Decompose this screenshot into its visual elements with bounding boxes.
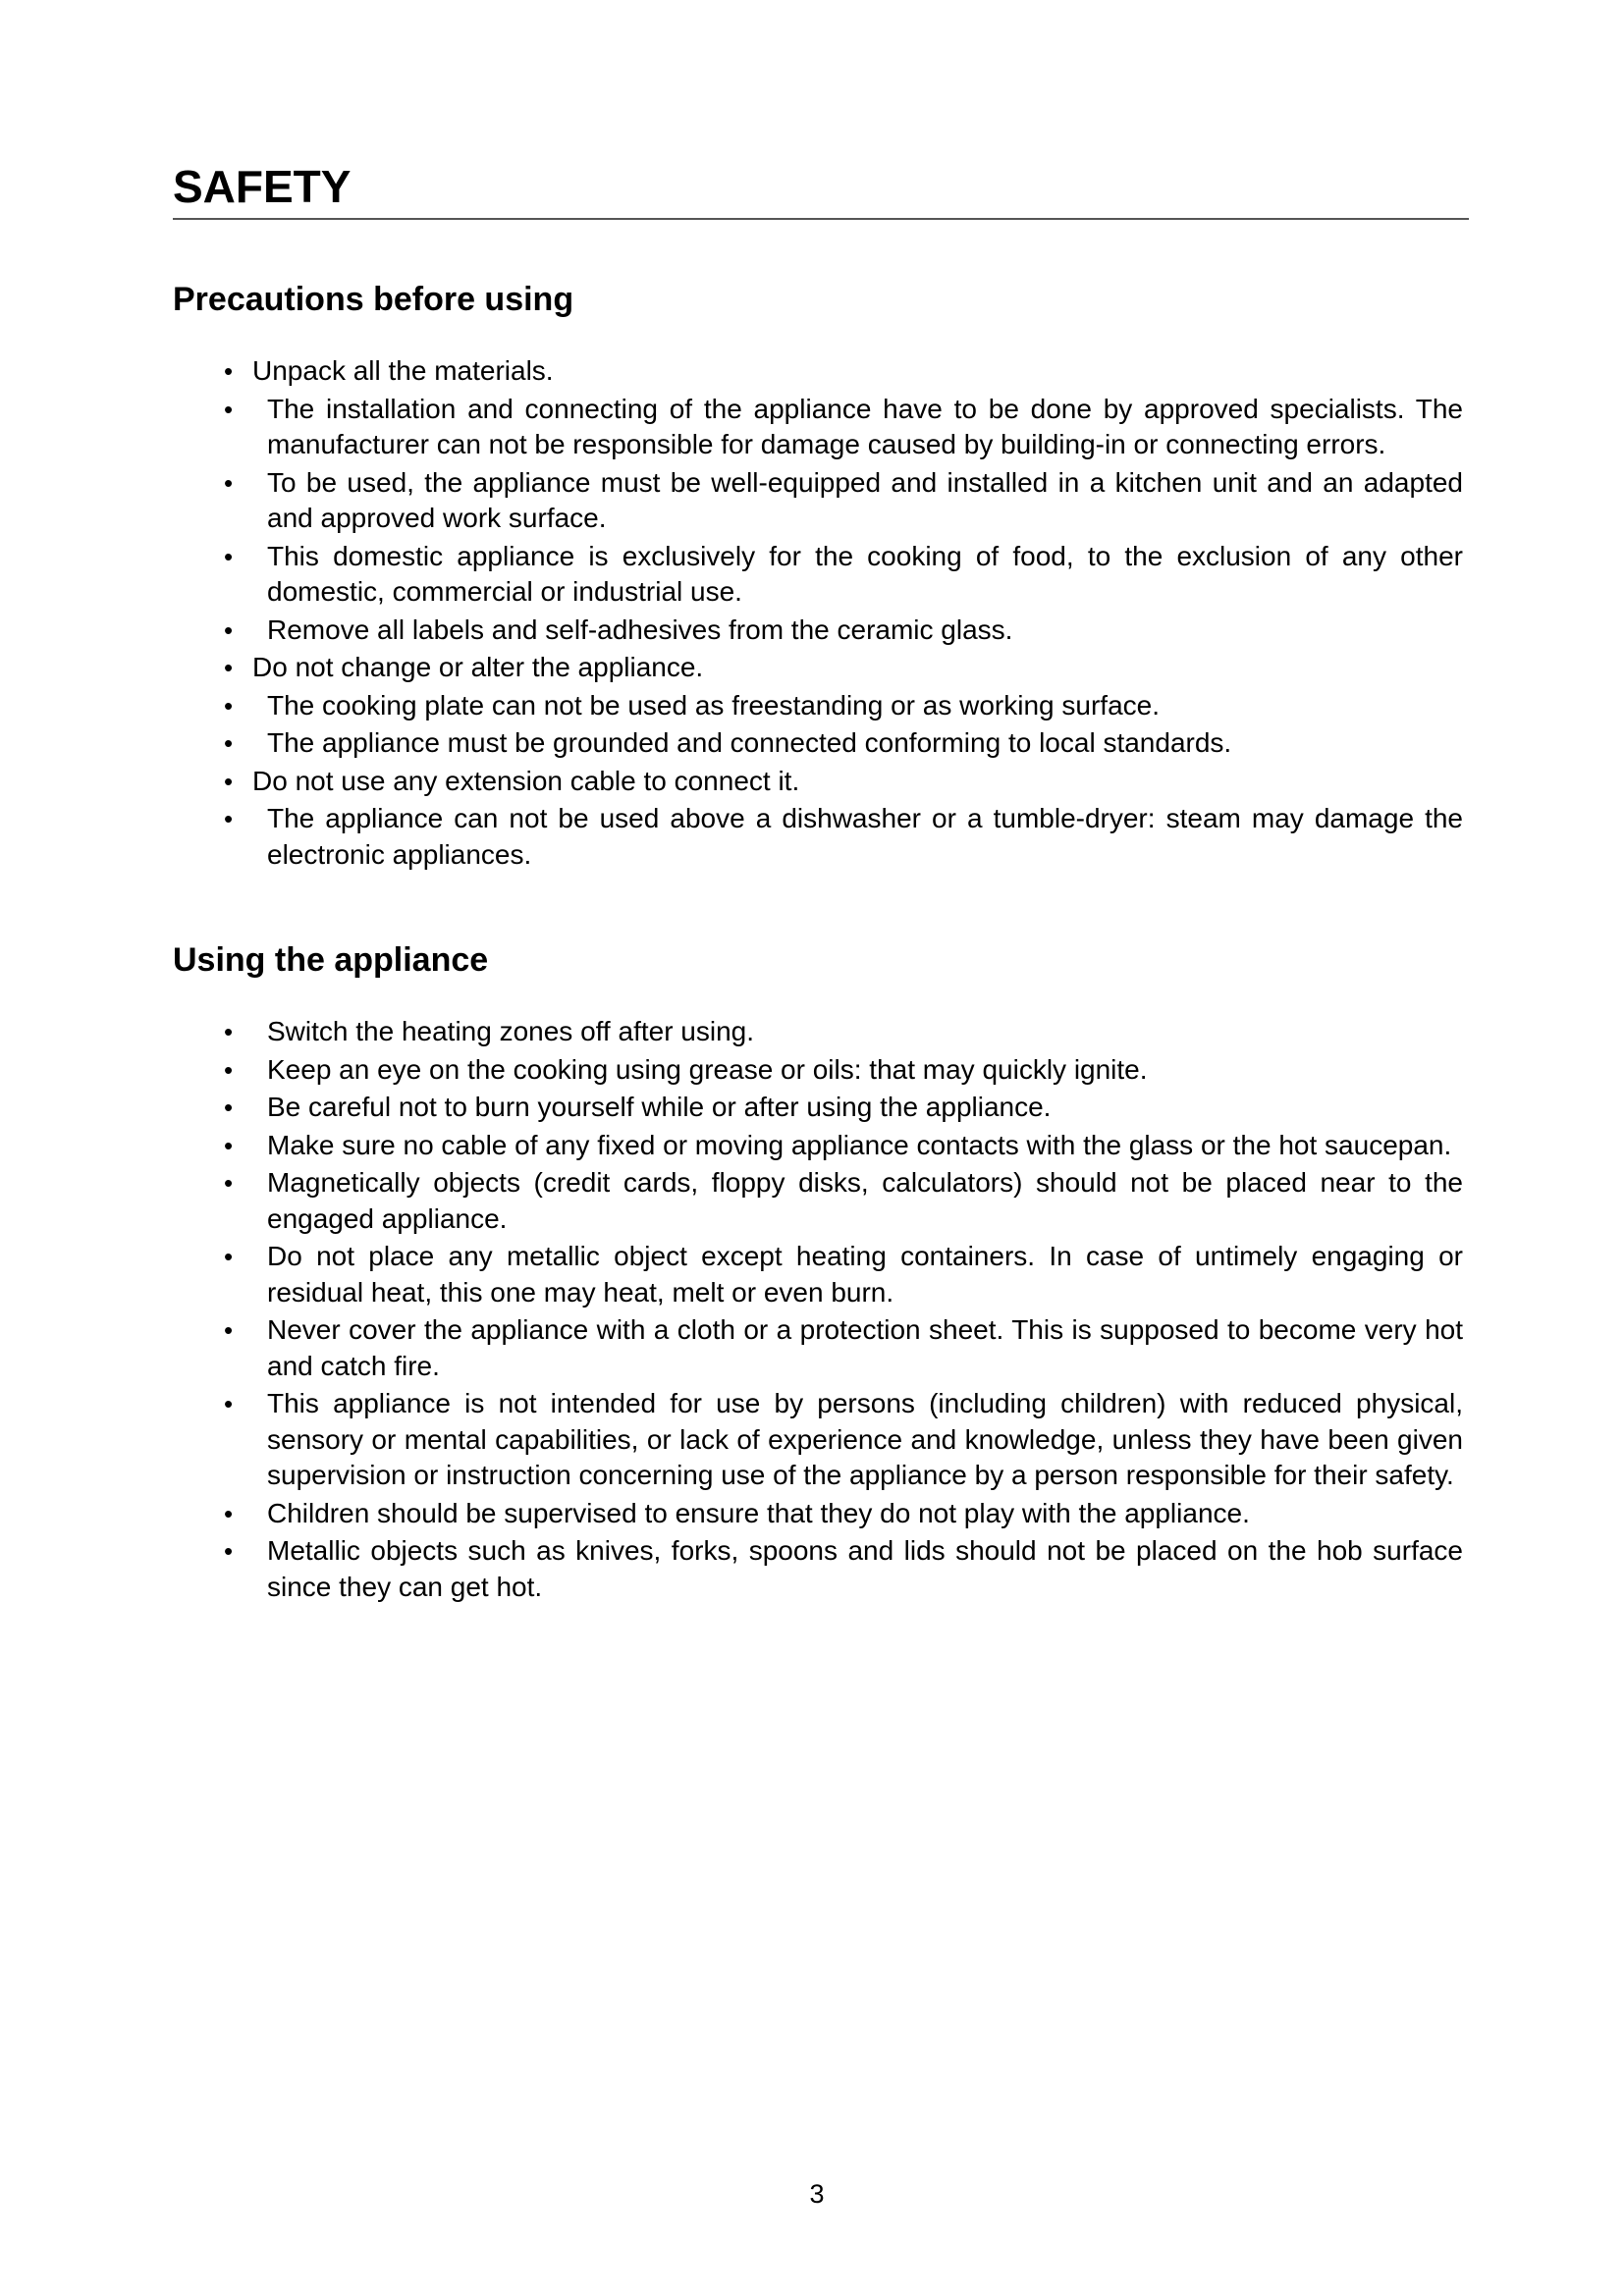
list-item bbox=[0, 650, 1624, 686]
list-item-text: To be used, the appliance must be well-equipped and installed in a kitchen unit and an adapted and approved work surface. bbox=[267, 466, 1463, 533]
list-item-text: Do not change or alter the appliance. bbox=[252, 652, 704, 682]
bullet-icon: • bbox=[224, 1168, 234, 1198]
precautions-list bbox=[0, 353, 1624, 875]
list-item bbox=[0, 764, 1624, 800]
list-item-text: Magnetically objects (credit cards, floppy disks, calculators) should not be placed near to the engaged appliance. bbox=[267, 1167, 1463, 1234]
bullet-icon: • bbox=[224, 1242, 234, 1271]
list-item-text: Do not place any metallic object except heating containers. In case of untimely engaging or residual heat, this one may heat, melt or even burn. bbox=[267, 1241, 1463, 1308]
bullet-icon: • bbox=[224, 394, 234, 424]
list-item bbox=[0, 1165, 1624, 1237]
bullet-icon: • bbox=[224, 1093, 234, 1122]
list-item-text: Be careful not to burn yourself while or after using the appliance. bbox=[267, 1092, 1052, 1122]
page-title: SAFETY bbox=[173, 157, 1469, 220]
bullet-icon: • bbox=[224, 690, 234, 721]
section-heading-precautions: Precautions before using bbox=[173, 281, 574, 318]
list-item-text: Do not use any extension cable to connect it. bbox=[252, 765, 800, 796]
list-item-text: This domestic appliance is exclusively for the cooking of food, to the exclusion of any other domestic, commercial or industrial use. bbox=[267, 540, 1463, 607]
list-item-text: Remove all labels and self-adhesives from the ceramic glass. bbox=[267, 614, 1013, 645]
bullet-icon: • bbox=[224, 653, 234, 682]
bullet-icon: • bbox=[224, 356, 234, 386]
bullet-icon: • bbox=[224, 614, 234, 645]
list-item-text: Children should be supervised to ensure that they do not play with the appliance. bbox=[267, 1497, 1250, 1528]
bullet-icon: • bbox=[224, 1054, 234, 1085]
list-item bbox=[0, 1014, 1624, 1050]
list-item bbox=[0, 1052, 1624, 1089]
list-item-text: Switch the heating zones off after using. bbox=[267, 1016, 755, 1046]
bullet-icon: • bbox=[224, 1130, 234, 1160]
list-item bbox=[0, 1312, 1624, 1384]
bullet-icon: • bbox=[224, 1315, 234, 1345]
bullet-icon: • bbox=[224, 467, 234, 498]
list-item bbox=[0, 1533, 1624, 1605]
bullet-icon: • bbox=[224, 804, 234, 833]
list-item bbox=[0, 353, 1624, 390]
list-item-text: The appliance can not be used above a dishwasher or a tumble-dryer: steam may damage the electronic appliances. bbox=[267, 803, 1463, 870]
list-item bbox=[0, 1239, 1624, 1310]
list-item-text: Unpack all the materials. bbox=[252, 355, 554, 386]
list-item-text: Keep an eye on the cooking using grease or oils: that may quickly ignite. bbox=[267, 1053, 1148, 1085]
list-item bbox=[0, 1128, 1624, 1164]
bullet-icon: • bbox=[224, 1536, 234, 1566]
list-item-text: This appliance is not intended for use by persons (including children) with reduced physical, sensory or mental capabilities, or lack of experience and knowledge, unless they have been given supervision or instruction concerning use of the appliance by a person responsible for their safety. bbox=[267, 1388, 1463, 1490]
list-item bbox=[0, 539, 1624, 611]
list-item-text: Make sure no cable of any fixed or moving appliance contacts with the glass or the hot saucepan. bbox=[267, 1129, 1452, 1160]
list-item-text: Never cover the appliance with a cloth or a protection sheet. This is supposed to become very hot and catch fire. bbox=[267, 1314, 1463, 1381]
bullet-icon: • bbox=[224, 728, 234, 758]
bullet-icon: • bbox=[224, 1498, 234, 1528]
list-item bbox=[0, 801, 1624, 873]
list-item-text: The appliance must be grounded and connected conforming to local standards. bbox=[267, 727, 1232, 758]
list-item-text: The cooking plate can not be used as freestanding or as working surface. bbox=[267, 689, 1160, 721]
section-heading-using: Using the appliance bbox=[173, 941, 489, 979]
list-item bbox=[0, 725, 1624, 762]
list-item bbox=[0, 392, 1624, 463]
list-item bbox=[0, 1090, 1624, 1126]
list-item bbox=[0, 465, 1624, 537]
bullet-icon: • bbox=[224, 766, 234, 796]
list-item bbox=[0, 688, 1624, 724]
bullet-icon: • bbox=[224, 541, 234, 571]
list-item bbox=[0, 1386, 1624, 1494]
list-item-text: The installation and connecting of the appliance have to be done by approved specialists. The manufacturer can not be responsible for damage caused by building-in or connecting errors. bbox=[267, 393, 1463, 459]
bullet-icon: • bbox=[224, 1389, 234, 1418]
page-number: 3 bbox=[809, 2179, 825, 2209]
list-item bbox=[0, 1496, 1624, 1532]
using-list bbox=[0, 1014, 1624, 1607]
list-item bbox=[0, 613, 1624, 649]
bullet-icon: • bbox=[224, 1017, 234, 1046]
list-item-text: Metallic objects such as knives, forks, spoons and lids should not be placed on the hob surface since they can get hot. bbox=[267, 1535, 1463, 1602]
